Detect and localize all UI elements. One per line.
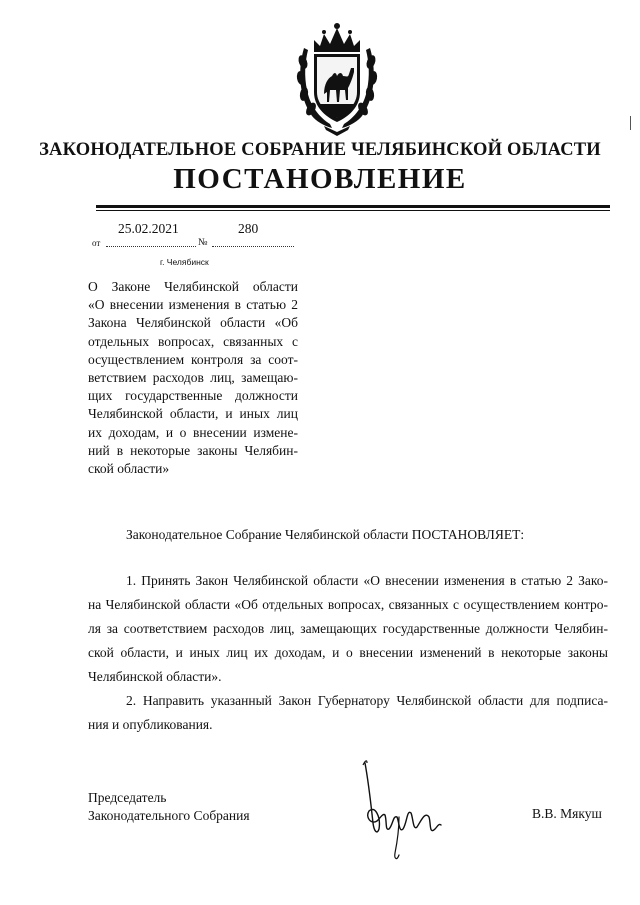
paragraph-line: Челябинской области». bbox=[88, 669, 222, 684]
subject-line: О Законе Челябинской области bbox=[88, 279, 298, 294]
signatory-name: В.В. Мякуш bbox=[532, 806, 602, 821]
signatory-title-line: Законодательного Собрания bbox=[88, 808, 250, 823]
paragraph-line: 1. Принять Закон Челябинской области «О внесении изменения в статью 2 Зако- bbox=[126, 573, 608, 588]
paragraph-line: 2. Направить указанный Закон Губернатору Челябинской области для подписа- bbox=[126, 693, 608, 708]
document-subject bbox=[88, 278, 298, 478]
paragraph-2 bbox=[88, 689, 608, 737]
subject-line: их доходам, и о внесении измене- bbox=[88, 424, 298, 440]
header-rule-thick bbox=[96, 205, 610, 208]
subject-line: ветствием расходов лиц, замещаю- bbox=[88, 370, 298, 386]
signatory-title bbox=[88, 789, 250, 825]
preamble: Законодательное Собрание Челябинской области ПОСТАНОВЛЯЕТ: bbox=[126, 527, 525, 542]
subject-line: ской области» bbox=[88, 461, 170, 477]
document-number: 280 bbox=[238, 221, 259, 236]
coat-of-arms-emblem bbox=[294, 18, 380, 136]
organization-name: ЗАКОНОДАТЕЛЬНОЕ СОБРАНИЕ ЧЕЛЯБИНСКОЙ ОБЛАСТИ bbox=[39, 140, 601, 160]
date-label: от bbox=[92, 238, 101, 248]
margin-mark bbox=[630, 116, 631, 130]
paragraph-line: ля за соответствием расходов лиц, замещающих государственные должности Челябин- bbox=[88, 621, 608, 636]
header-rule-thin bbox=[96, 210, 610, 211]
subject-line: ний в некоторые законы Челябин- bbox=[88, 442, 298, 458]
subject-line: Закона Челябинской области «Об bbox=[88, 315, 298, 331]
paragraph-line: на Челябинской области «Об отдельных вопросах, связанных с осуществлением контро- bbox=[88, 597, 608, 612]
paragraph-line: ской области, и иных лиц их доходам, и о внесении изменений в некоторые законы bbox=[88, 645, 608, 660]
city-label: г. Челябинск bbox=[160, 257, 209, 267]
subject-line: «О внесении изменения в статью 2 bbox=[88, 297, 298, 313]
number-label: № bbox=[198, 237, 208, 248]
subject-line: Челябинской области, и иных лиц bbox=[88, 406, 298, 422]
subject-line: отдельных вопросах, связанных с bbox=[88, 333, 298, 349]
signatory-title-line: Председатель bbox=[88, 790, 167, 805]
number-underline bbox=[212, 246, 294, 247]
subject-line: щих государственные должности bbox=[88, 388, 298, 404]
date-underline bbox=[106, 246, 196, 247]
document-date: 25.02.2021 bbox=[118, 221, 179, 236]
paragraph-line: ния и опубликования. bbox=[88, 717, 213, 732]
subject-line: осуществлением контроля за соот- bbox=[88, 351, 298, 367]
paragraph-1 bbox=[88, 569, 608, 689]
handwritten-signature bbox=[355, 755, 445, 865]
document-type-title: ПОСТАНОВЛЕНИЕ bbox=[173, 163, 467, 195]
